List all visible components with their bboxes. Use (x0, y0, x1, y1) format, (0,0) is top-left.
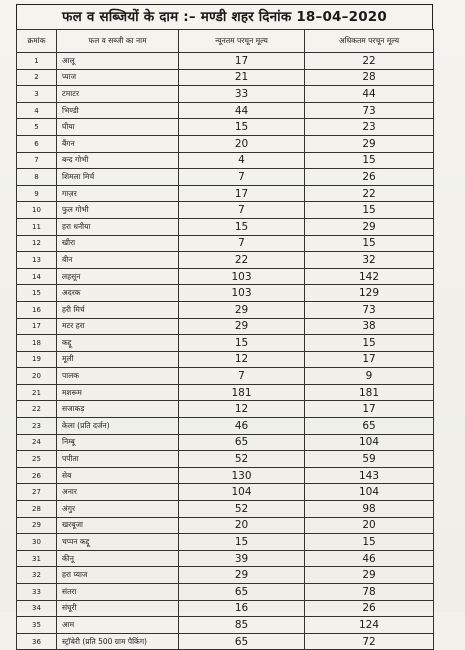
min-price-cell: 29 (179, 301, 305, 318)
min-price-cell: 7 (179, 202, 305, 219)
table-row (17, 368, 434, 385)
item-name-cell: भिण्डी (57, 102, 179, 119)
max-price-cell: 32 (305, 252, 434, 269)
min-price-cell: 16 (179, 600, 305, 617)
max-price-cell: 9 (305, 368, 434, 385)
min-price-cell: 20 (179, 135, 305, 152)
item-name-cell: हरी मिर्च (57, 301, 179, 318)
table-row (17, 185, 434, 202)
header-min-price: न्यूनतम परचून मूल्य (179, 30, 305, 53)
item-name-cell: मटर हरा (57, 318, 179, 335)
min-price-cell: 15 (179, 335, 305, 352)
serial-cell: 19 (17, 351, 57, 368)
table-row (17, 401, 434, 418)
table-row (17, 351, 434, 368)
table-row (17, 567, 434, 584)
serial-cell: 29 (17, 517, 57, 534)
item-name-cell: मशरूम (57, 384, 179, 401)
min-price-cell: 21 (179, 69, 305, 86)
item-name-cell: सजाकड़ (57, 401, 179, 418)
item-name-cell: निम्बू (57, 434, 179, 451)
serial-cell: 18 (17, 335, 57, 352)
max-price-cell: 26 (305, 169, 434, 186)
min-price-cell: 181 (179, 384, 305, 401)
table-row (17, 202, 434, 219)
serial-cell: 5 (17, 119, 57, 136)
item-name-cell: आम (57, 617, 179, 634)
table-row (17, 218, 434, 235)
table-row (17, 617, 434, 634)
item-name-cell: फुल गोभी (57, 202, 179, 219)
max-price-cell: 22 (305, 185, 434, 202)
serial-cell: 9 (17, 185, 57, 202)
table-header-row (17, 30, 434, 53)
max-price-cell: 22 (305, 53, 434, 70)
serial-cell: 14 (17, 268, 57, 285)
serial-cell: 27 (17, 484, 57, 501)
min-price-cell: 104 (179, 484, 305, 501)
serial-cell: 8 (17, 169, 57, 186)
serial-cell: 16 (17, 301, 57, 318)
item-name-cell: बन्द गोभी (57, 152, 179, 169)
min-price-cell: 130 (179, 467, 305, 484)
item-name-cell: खरबूजा (57, 517, 179, 534)
table-row (17, 600, 434, 617)
item-name-cell: पालक (57, 368, 179, 385)
table-row (17, 135, 434, 152)
item-name-cell: खीरा (57, 235, 179, 252)
max-price-cell: 73 (305, 102, 434, 119)
item-name-cell: शिमला मिर्च (57, 169, 179, 186)
item-name-cell: पपीता (57, 451, 179, 468)
serial-cell: 23 (17, 418, 57, 435)
serial-cell: 31 (17, 550, 57, 567)
serial-cell: 30 (17, 534, 57, 551)
max-price-cell: 124 (305, 617, 434, 634)
serial-cell: 6 (17, 135, 57, 152)
max-price-cell: 73 (305, 301, 434, 318)
table-row (17, 501, 434, 518)
item-name-cell: कद्दू (57, 335, 179, 352)
max-price-cell: 29 (305, 135, 434, 152)
min-price-cell: 39 (179, 550, 305, 567)
serial-cell: 22 (17, 401, 57, 418)
item-name-cell: सेब (57, 467, 179, 484)
serial-cell: 11 (17, 218, 57, 235)
table-row (17, 86, 434, 103)
min-price-cell: 29 (179, 318, 305, 335)
min-price-cell: 4 (179, 152, 305, 169)
serial-cell: 26 (17, 467, 57, 484)
max-price-cell: 98 (305, 501, 434, 518)
table-row (17, 285, 434, 302)
serial-cell: 28 (17, 501, 57, 518)
max-price-cell: 15 (305, 235, 434, 252)
table-row (17, 119, 434, 136)
max-price-cell: 65 (305, 418, 434, 435)
serial-cell: 36 (17, 633, 57, 650)
min-price-cell: 85 (179, 617, 305, 634)
table-row (17, 584, 434, 601)
item-name-cell: हरा धनीया (57, 218, 179, 235)
max-price-cell: 20 (305, 517, 434, 534)
min-price-cell: 12 (179, 401, 305, 418)
serial-cell: 12 (17, 235, 57, 252)
header-item-name: फल व सब्जी का नाम (57, 30, 179, 53)
max-price-cell: 17 (305, 351, 434, 368)
min-price-cell: 103 (179, 268, 305, 285)
table-row (17, 268, 434, 285)
max-price-cell: 78 (305, 584, 434, 601)
serial-cell: 25 (17, 451, 57, 468)
min-price-cell: 17 (179, 185, 305, 202)
table-row (17, 318, 434, 335)
max-price-cell: 29 (305, 567, 434, 584)
table-row (17, 301, 434, 318)
table-row (17, 451, 434, 468)
table-row (17, 517, 434, 534)
max-price-cell: 104 (305, 434, 434, 451)
max-price-cell: 15 (305, 152, 434, 169)
item-name-cell: प्याज (57, 69, 179, 86)
table-row (17, 53, 434, 70)
table-row (17, 152, 434, 169)
max-price-cell: 15 (305, 534, 434, 551)
max-price-cell: 17 (305, 401, 434, 418)
table-row (17, 633, 434, 650)
item-name-cell: केला (प्रति दर्जन) (57, 418, 179, 435)
serial-cell: 10 (17, 202, 57, 219)
item-name-cell: गाज़र (57, 185, 179, 202)
item-name-cell: बैंगन (57, 135, 179, 152)
page-title: फल व सब्जियों के दाम :– मण्डी शहर दिनांक 18–04–2020 (16, 4, 433, 29)
serial-cell: 1 (17, 53, 57, 70)
min-price-cell: 29 (179, 567, 305, 584)
min-price-cell: 7 (179, 368, 305, 385)
item-name-cell: स्ट्रॉबेरी (प्रति 500 ग्राम पैकिंग) (57, 633, 179, 650)
table-row (17, 534, 434, 551)
header-serial: क्रमांक (17, 30, 57, 53)
table-row (17, 467, 434, 484)
serial-cell: 4 (17, 102, 57, 119)
header-max-price: अधिकतम परचून मूल्य (305, 30, 434, 53)
item-name-cell: चप्पन कद्दू (57, 534, 179, 551)
max-price-cell: 142 (305, 268, 434, 285)
max-price-cell: 28 (305, 69, 434, 86)
item-name-cell: मूली (57, 351, 179, 368)
min-price-cell: 17 (179, 53, 305, 70)
min-price-cell: 15 (179, 119, 305, 136)
serial-cell: 17 (17, 318, 57, 335)
min-price-cell: 15 (179, 218, 305, 235)
min-price-cell: 22 (179, 252, 305, 269)
item-name-cell: लहसून (57, 268, 179, 285)
table-row (17, 235, 434, 252)
min-price-cell: 46 (179, 418, 305, 435)
item-name-cell: अनार (57, 484, 179, 501)
serial-cell: 13 (17, 252, 57, 269)
min-price-cell: 15 (179, 534, 305, 551)
min-price-cell: 44 (179, 102, 305, 119)
max-price-cell: 38 (305, 318, 434, 335)
min-price-cell: 33 (179, 86, 305, 103)
max-price-cell: 44 (305, 86, 434, 103)
serial-cell: 33 (17, 584, 57, 601)
serial-cell: 21 (17, 384, 57, 401)
serial-cell: 35 (17, 617, 57, 634)
max-price-cell: 26 (305, 600, 434, 617)
min-price-cell: 65 (179, 434, 305, 451)
max-price-cell: 15 (305, 335, 434, 352)
table-row (17, 484, 434, 501)
item-name-cell: बीन (57, 252, 179, 269)
min-price-cell: 12 (179, 351, 305, 368)
min-price-cell: 52 (179, 451, 305, 468)
min-price-cell: 52 (179, 501, 305, 518)
price-table (16, 29, 434, 650)
serial-cell: 3 (17, 86, 57, 103)
table-row (17, 252, 434, 269)
min-price-cell: 65 (179, 584, 305, 601)
max-price-cell: 23 (305, 119, 434, 136)
table-row (17, 434, 434, 451)
min-price-cell: 65 (179, 633, 305, 650)
table-row (17, 418, 434, 435)
table-row (17, 69, 434, 86)
max-price-cell: 104 (305, 484, 434, 501)
serial-cell: 2 (17, 69, 57, 86)
min-price-cell: 7 (179, 169, 305, 186)
min-price-cell: 7 (179, 235, 305, 252)
table-row (17, 169, 434, 186)
item-name-cell: घीया (57, 119, 179, 136)
serial-cell: 32 (17, 567, 57, 584)
max-price-cell: 181 (305, 384, 434, 401)
serial-cell: 24 (17, 434, 57, 451)
item-name-cell: संघूरी (57, 600, 179, 617)
item-name-cell: अंगुर (57, 501, 179, 518)
serial-cell: 20 (17, 368, 57, 385)
item-name-cell: कीनू (57, 550, 179, 567)
item-name-cell: अदरक (57, 285, 179, 302)
max-price-cell: 72 (305, 633, 434, 650)
serial-cell: 34 (17, 600, 57, 617)
max-price-cell: 46 (305, 550, 434, 567)
item-name-cell: आलू (57, 53, 179, 70)
min-price-cell: 20 (179, 517, 305, 534)
table-row (17, 384, 434, 401)
table-body (17, 53, 434, 650)
table-row (17, 102, 434, 119)
max-price-cell: 15 (305, 202, 434, 219)
item-name-cell: टमाटर (57, 86, 179, 103)
table-row (17, 335, 434, 352)
max-price-cell: 129 (305, 285, 434, 302)
table-row (17, 550, 434, 567)
serial-cell: 7 (17, 152, 57, 169)
item-name-cell: संतरा (57, 584, 179, 601)
max-price-cell: 59 (305, 451, 434, 468)
max-price-cell: 29 (305, 218, 434, 235)
serial-cell: 15 (17, 285, 57, 302)
min-price-cell: 103 (179, 285, 305, 302)
item-name-cell: हरा प्याज (57, 567, 179, 584)
max-price-cell: 143 (305, 467, 434, 484)
